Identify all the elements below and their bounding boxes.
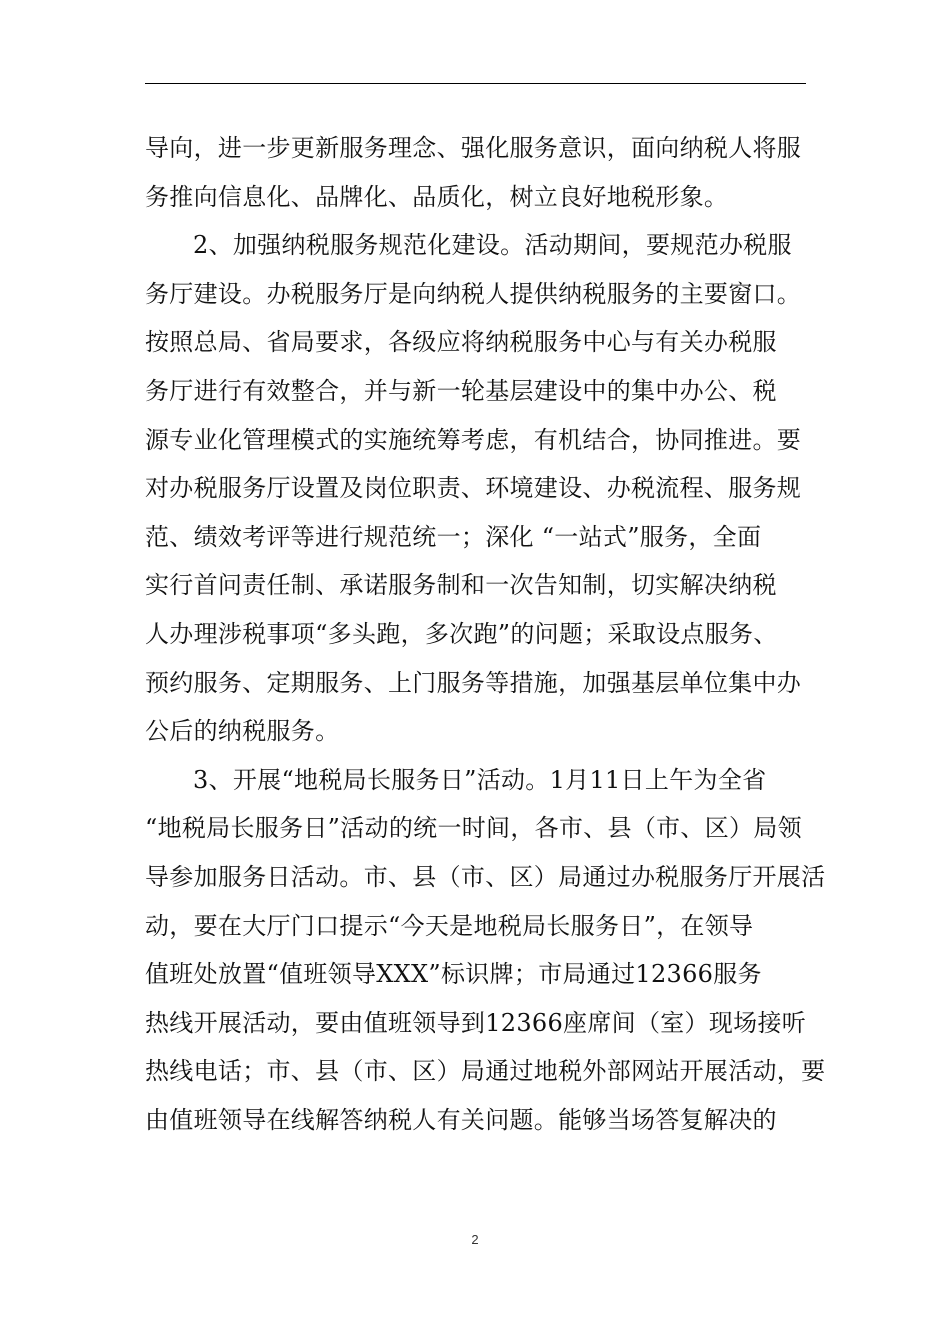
text-line: 动，要在大厅门口提示“今天是地税局长服务日”，在领导: [145, 911, 754, 940]
text-line: 热线电话；市、县（市、区）局通过地税外部网站开展活动，要: [145, 1057, 826, 1086]
text-line: 由值班领导在线解答纳税人有关问题。能够当场答复解决的: [145, 1105, 777, 1134]
text-line: 务厅建设。办税服务厅是向纳税人提供纳税服务的主要窗口。: [145, 279, 802, 308]
text-line: 导向，进一步更新服务理念、强化服务意识，面向纳税人将服: [145, 134, 802, 162]
text-line: 热线开展活动，要由值班领导到12366座席间（室）现场接听: [145, 1008, 807, 1037]
paragraph-start-line: 3、开展“地税局长服务日”活动。1月11日上午为全省: [193, 765, 767, 794]
text-line: 按照总局、省局要求，各级应将纳税服务中心与有关办税服: [145, 328, 777, 357]
text-line: 范、绩效考评等进行规范统一；深化 “一站式”服务，全面: [145, 522, 762, 551]
text-line: 公后的纳税服务。: [145, 717, 340, 746]
text-line: 值班处放置“值班领导XXX”标识牌；市局通过12366服务: [145, 960, 762, 989]
text-line: 实行首问责任制、承诺服务制和一次告知制，切实解决纳税: [145, 571, 777, 600]
body-text: [145, 124, 826, 1144]
text-line: 预约服务、定期服务、上门服务等措施，加强基层单位集中办: [145, 668, 802, 697]
text-line: “地税局长服务日”活动的统一时间，各市、县（市、区）局领: [145, 814, 802, 843]
text-line: 源专业化管理模式的实施统筹考虑，有机结合，协同推进。要: [145, 425, 802, 454]
text-line: 对办税服务厅设置及岗位职责、环境建设、办税流程、服务规: [145, 474, 802, 503]
header-rule: [145, 83, 806, 84]
paragraph-start-line: 2、加强纳税服务规范化建设。活动期间，要规范办税服: [193, 231, 792, 260]
text-line: 导参加服务日活动。市、县（市、区）局通过办税服务厅开展活: [145, 862, 826, 891]
text-line: 务厅进行有效整合，并与新一轮基层建设中的集中办公、税: [145, 376, 777, 405]
text-line: 务推向信息化、品牌化、品质化，树立良好地税形象。: [145, 182, 729, 211]
text-line: 人办理涉税事项“多头跑，多次跑”的问题；采取设点服务、: [145, 619, 778, 648]
page-number: 2: [471, 1232, 479, 1247]
